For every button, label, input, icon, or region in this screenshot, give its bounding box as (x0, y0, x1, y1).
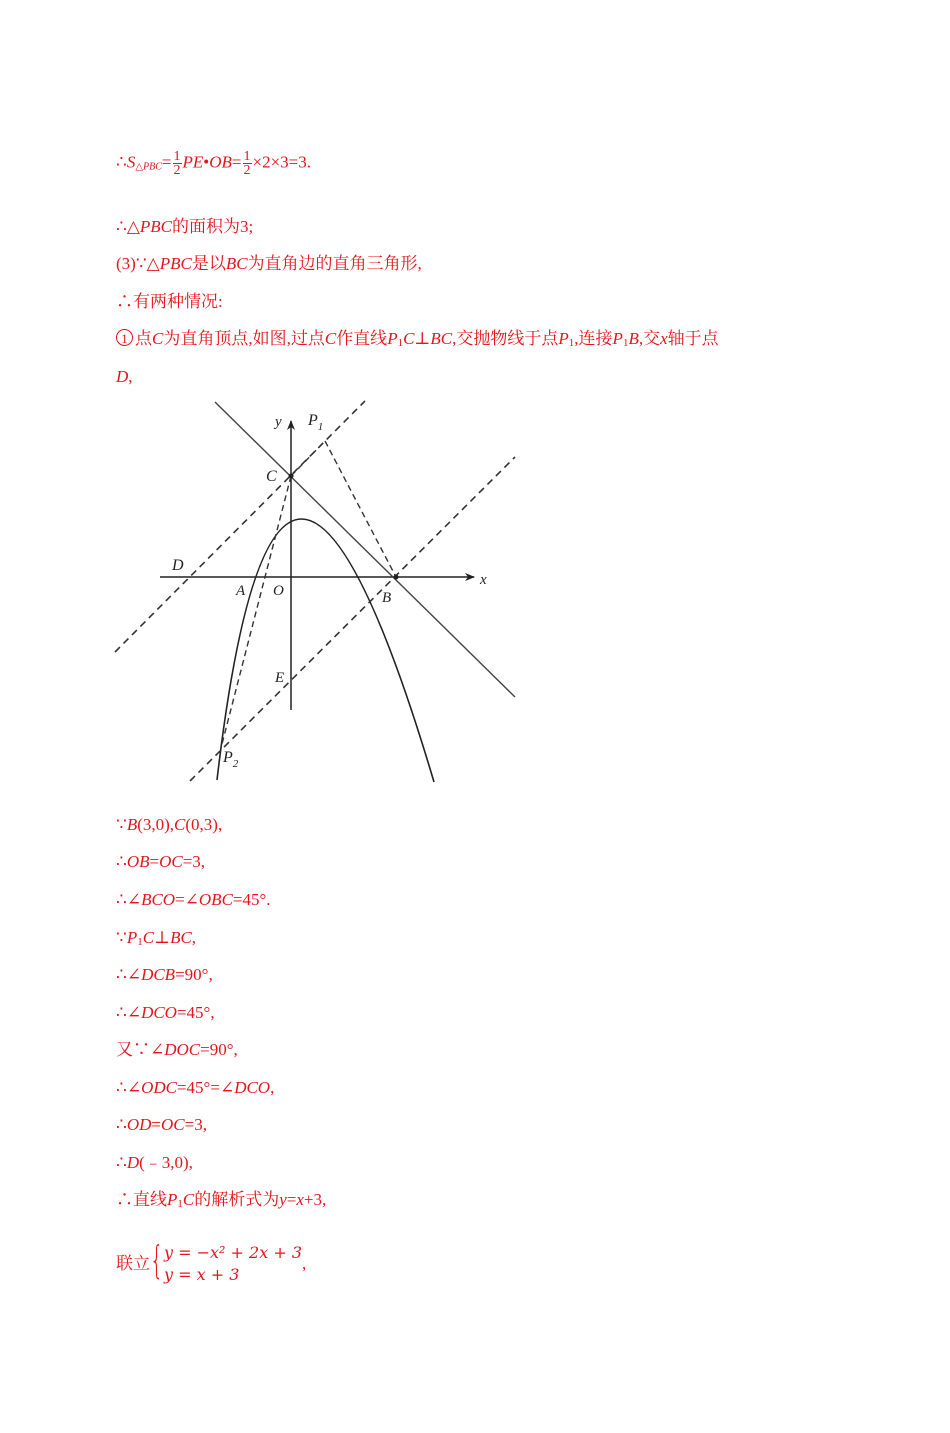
text: 的解析式为 (194, 1190, 280, 1209)
text: ,连接 (574, 329, 613, 348)
text: 轴于点 (667, 329, 719, 348)
text: (3)∵△ (116, 254, 160, 273)
equation-2: y = x + 3 (164, 1265, 240, 1284)
label-p1: $P_1$ (308, 412, 324, 433)
angle: DCO (234, 1078, 271, 1097)
text: =∠ (175, 890, 199, 909)
text: 点 (135, 329, 152, 348)
label-c: C (266, 468, 277, 485)
therefore-symbol: ∴ (116, 152, 127, 172)
variable-x: x (660, 329, 668, 348)
text: ∴∠ (116, 890, 142, 909)
circled-number: 1 (116, 329, 133, 346)
area-subscript: △PBC (135, 161, 162, 173)
label-y-axis: y (275, 414, 282, 430)
line-angle-odc (116, 1076, 274, 1100)
text: (﹣3,0), (139, 1153, 193, 1172)
area-symbol: S (126, 152, 136, 172)
therefore-symbol: ∴ (116, 852, 127, 871)
text: 的面积为3; (172, 217, 254, 236)
subscript: 1 (622, 337, 629, 349)
because-symbol: ∵ (116, 928, 127, 947)
equation-system (150, 1238, 302, 1286)
text: ×2×3=3. (252, 152, 312, 172)
line-point-d-coord (116, 1151, 193, 1175)
segment: OC (159, 852, 183, 871)
equals: = (161, 152, 172, 172)
subscript: 1 (137, 936, 143, 948)
segment-bc: BC (225, 254, 248, 273)
text: 联立 (116, 1254, 150, 1273)
denominator: 2 (173, 163, 181, 178)
fraction-half (173, 150, 182, 177)
point-p: P (612, 329, 623, 348)
subscript: 1 (397, 337, 404, 349)
text: , (302, 1254, 307, 1273)
point-c: C (182, 1190, 195, 1209)
point-c: C (152, 329, 164, 348)
numerator: 1 (173, 149, 181, 164)
line-angle-doc (116, 1038, 238, 1062)
point-c: C (142, 928, 155, 947)
line-expression (116, 1188, 326, 1212)
text: =45°, (176, 1003, 215, 1022)
segment: OB (126, 852, 150, 871)
angle: DCB (141, 965, 176, 984)
line-perpendicular (116, 926, 196, 950)
text: 为直角顶点,如图,过点 (163, 329, 325, 348)
text: ∴△ (116, 217, 140, 236)
text: ∴∠ (116, 1003, 142, 1022)
denominator: 2 (243, 163, 251, 178)
subscript: 1 (177, 1198, 183, 1210)
angle: BCO (141, 890, 176, 909)
text: ,交抛物线于点 (452, 329, 559, 348)
text: , (169, 815, 175, 834)
equation-1: y = −x² + 2x + 3 (164, 1243, 302, 1262)
point-b: B (126, 815, 138, 834)
text: , (270, 1078, 275, 1097)
label-b: B (382, 590, 392, 606)
line-part-3 (116, 252, 422, 276)
point-c-dot (289, 474, 294, 479)
coordinate: (0,3) (185, 815, 218, 834)
line-two-cases (116, 290, 223, 314)
text: ∴直线 (116, 1190, 167, 1209)
line-ob-oc (116, 850, 205, 874)
label-a: A (236, 583, 246, 599)
point-p: P (126, 928, 138, 947)
angle: OBC (198, 890, 233, 909)
point-p: P (387, 329, 398, 348)
text: , (217, 815, 223, 834)
segment: OD (126, 1115, 152, 1134)
line-angle-dcb (116, 963, 213, 987)
line-case-1 (116, 327, 719, 351)
perp-symbol: ⊥ (154, 928, 171, 947)
text: =3, (182, 852, 206, 871)
segment-ob: OB (209, 152, 232, 172)
label-p2: $P_2$ (223, 749, 239, 770)
point-d: D (126, 1153, 140, 1172)
therefore-symbol: ∴ (116, 1115, 127, 1134)
text: =45°=∠ (176, 1078, 235, 1097)
text: =3, (184, 1115, 207, 1134)
line-area-result (116, 215, 253, 239)
equals: = (231, 152, 242, 172)
therefore-symbol: ∴ (116, 1153, 127, 1172)
segment-bc: BC (170, 928, 192, 947)
parabola (217, 519, 434, 782)
line-angle-dco (116, 1001, 215, 1025)
line-od-oc (116, 1113, 207, 1137)
text: 又∵∠ (116, 1040, 165, 1059)
numerator: 1 (243, 149, 251, 164)
line-area-formula (116, 150, 311, 177)
line-angle-bco (116, 888, 271, 912)
segment-p1b-dashed (325, 441, 396, 577)
label-e: E (275, 670, 285, 686)
segment-pe: PE (182, 152, 204, 172)
subscript: 1 (568, 337, 575, 349)
line-given-points (116, 813, 222, 837)
label-x-axis: x (480, 572, 487, 588)
text: , (191, 928, 197, 947)
line-dc-dashed (115, 401, 365, 652)
equals: = (286, 1190, 297, 1209)
text: ∴∠ (116, 965, 142, 984)
point-c: C (403, 329, 415, 348)
point-p: P (558, 329, 569, 348)
text: , (128, 367, 133, 386)
angle: DOC (164, 1040, 201, 1059)
point-b: B (628, 329, 639, 348)
fraction-half (243, 150, 252, 177)
geometry-figure (112, 397, 522, 787)
label-d: D (172, 557, 184, 574)
line-system (116, 1238, 307, 1286)
angle: DCO (141, 1003, 177, 1022)
triangle-name: PBC (159, 254, 192, 273)
angle: ODC (141, 1078, 177, 1097)
text: =45°. (232, 890, 271, 909)
point-d: D (116, 367, 129, 386)
text: =90°, (175, 965, 213, 984)
coordinate: (3,0) (137, 815, 170, 834)
text: 为直角边的直角三角形, (247, 254, 422, 273)
point-c: C (174, 815, 186, 834)
text: ∴有两种情况: (116, 292, 223, 311)
variable-y: y (279, 1190, 287, 1209)
variable-x: x (296, 1190, 304, 1209)
equals: = (149, 852, 160, 871)
text: 作直线 (336, 329, 388, 348)
dot-operator: • (203, 152, 210, 172)
label-o: O (273, 583, 284, 599)
segment-cp2-dashed (222, 476, 291, 744)
point-p: P (167, 1190, 178, 1209)
text: ,交 (638, 329, 661, 348)
line-bc (215, 402, 515, 697)
equals: = (151, 1115, 161, 1134)
segment: OC (160, 1115, 185, 1134)
triangle-name: PBC (139, 217, 172, 236)
text: ∴∠ (116, 1078, 142, 1097)
brace: { (150, 1238, 164, 1282)
line-point-d (116, 365, 133, 389)
text: =90°, (200, 1040, 238, 1059)
because-symbol: ∵ (116, 815, 127, 834)
point-b-dot (394, 575, 399, 580)
perp-symbol: ⊥ (414, 329, 431, 348)
point-c: C (324, 329, 337, 348)
text: +3, (303, 1190, 327, 1209)
segment-bc: BC (430, 329, 453, 348)
line-p2b-dashed (190, 457, 515, 781)
text: 是以 (191, 254, 226, 273)
